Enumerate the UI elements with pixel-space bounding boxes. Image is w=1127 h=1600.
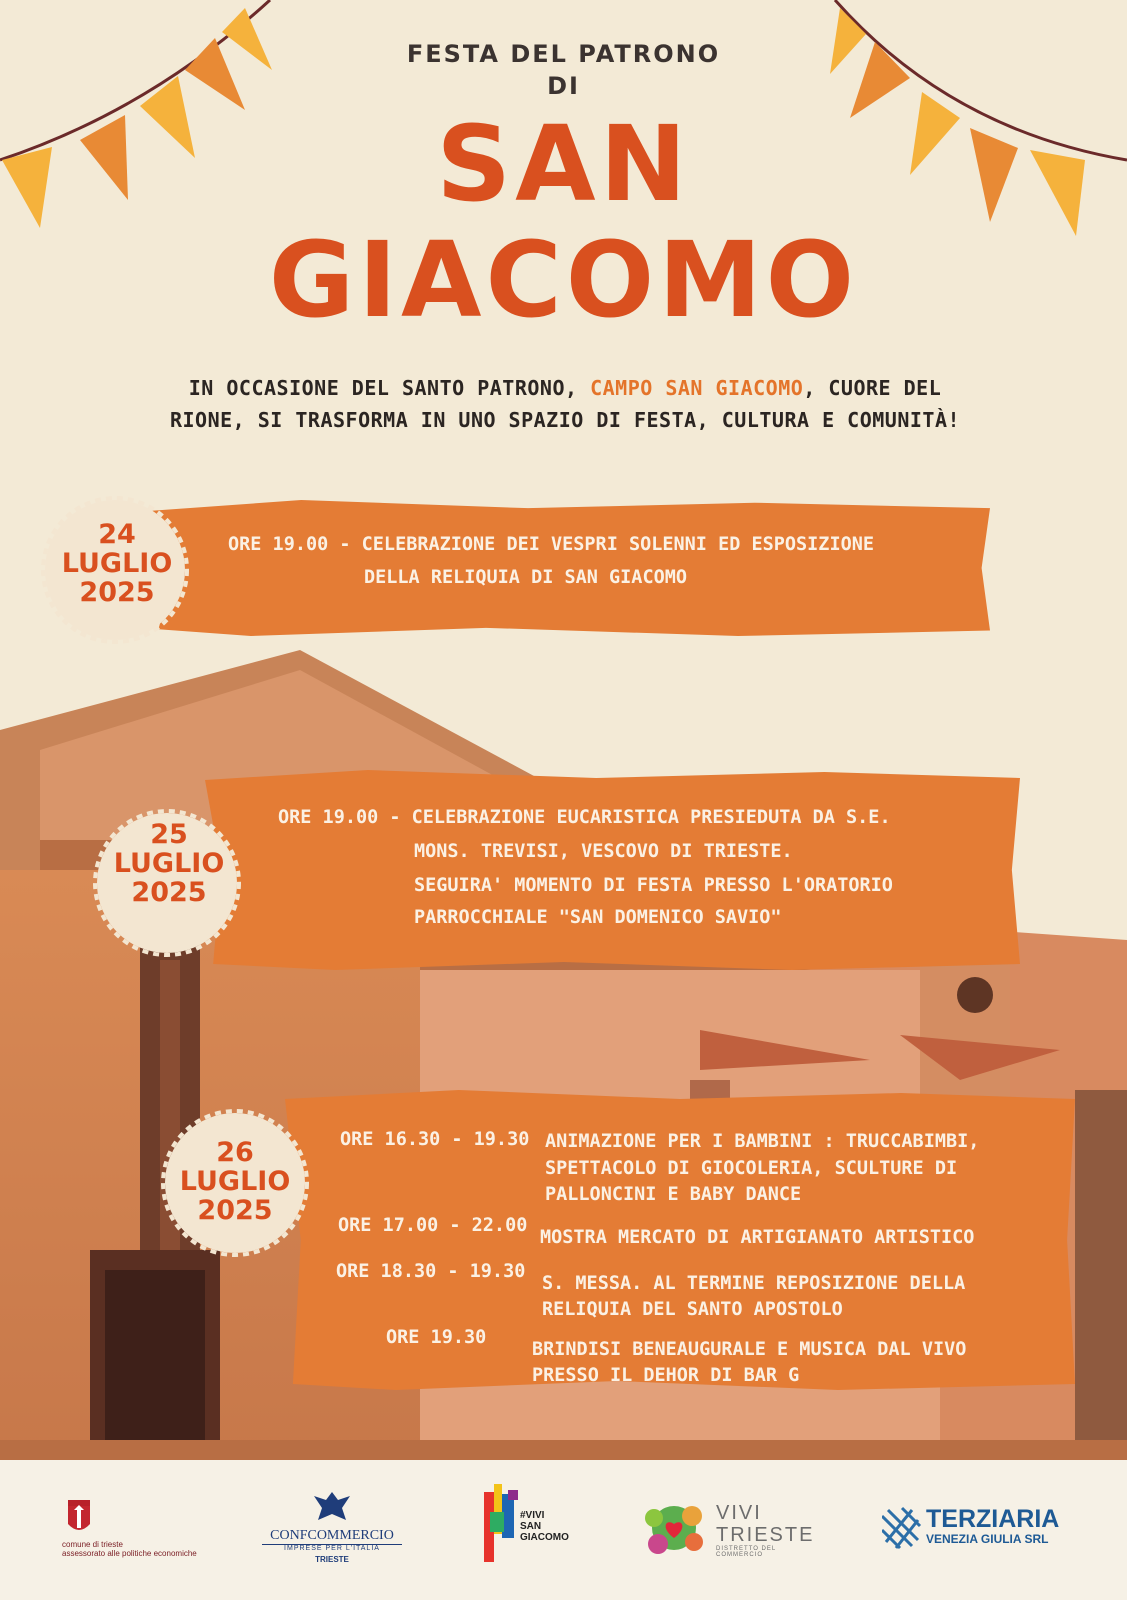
event-24-line2: DELLA RELIQUIA DI SAN GIACOMO [364, 567, 688, 588]
event-26-desc1-line2: SPETTACOLO DI GIOCOLERIA, SCULTURE DI [545, 1158, 958, 1179]
vivi-sg-line2: SAN [520, 1521, 542, 1532]
event-26-desc3-line1: S. MESSA. AL TERMINE REPOSIZIONE DELLA [542, 1273, 966, 1294]
intro-part1: IN OCCASIONE DEL SANTO PATRONO, [188, 376, 591, 400]
confcommercio-name: CONFCOMMERCIO [262, 1528, 402, 1545]
date-year: 2025 [79, 577, 155, 608]
event-25-line2: MONS. TREVISI, VESCOVO DI TRIESTE. [414, 841, 793, 862]
vivi-trieste-line1: VIVI [716, 1502, 762, 1524]
event-26-desc3-line2: RELIQUIA DEL SANTO APOSTOLO [542, 1299, 843, 1320]
event-26-desc1-line1: ANIMAZIONE PER I BAMBINI : TRUCCABIMBI, [545, 1131, 980, 1152]
date-24-luglio [32, 520, 202, 607]
terziaria-hatch-icon [882, 1506, 922, 1552]
title-festa-del-patrono: FESTA DEL PATRONO [406, 40, 721, 68]
confcommercio-sub: IMPRESE PER L'ITALIA [284, 1545, 380, 1552]
event-banner-25 [205, 770, 1020, 970]
event-26-time4: ORE 19.30 [386, 1327, 487, 1348]
sponsor-footer [0, 1460, 1127, 1600]
title-giacomo: GIACOMO [268, 219, 859, 341]
logo-terziaria [882, 1506, 1082, 1556]
event-26-time1: ORE 16.30 - 19.30 [340, 1129, 530, 1150]
event-24-line1: ORE 19.00 - CELEBRAZIONE DEI VESPRI SOLENNI ED ESPOSIZIONE [228, 534, 875, 555]
comune-line2: assessorato alle politiche economiche [62, 1549, 197, 1558]
date-year: 2025 [197, 1195, 273, 1226]
title-di: DI [547, 72, 580, 100]
intro-part2: , CUORE DEL [803, 376, 942, 400]
event-25-line1: ORE 19.00 - CELEBRAZIONE EUCARISTICA PRESIEDUTA DA S.E. [278, 807, 891, 828]
heart-cluster-icon [640, 1494, 710, 1564]
event-26-time3: ORE 18.30 - 19.30 [336, 1261, 526, 1282]
logo-vivi-san-giacomo [482, 1482, 572, 1566]
vivi-sg-line1: #VIVI [520, 1510, 545, 1521]
date-month: LUGLIO [61, 548, 173, 579]
halberd-crest-icon [66, 1496, 92, 1536]
intro-line2: RIONE, SI TRASFORMA IN UNO SPAZIO DI FESTA, CULTURA E COMUNITÀ! [169, 408, 961, 432]
event-26-desc1-line3: PALLONCINI E BABY DANCE [545, 1184, 802, 1205]
date-25-luglio [84, 820, 254, 907]
eagle-icon [312, 1490, 352, 1524]
intro-highlight: CAMPO SAN GIACOMO [590, 376, 804, 400]
event-25-line4: PARROCCHIALE "SAN DOMENICO SAVIO" [414, 907, 782, 928]
logo-confcommercio [262, 1490, 402, 1564]
event-26-desc2-line1: MOSTRA MERCATO DI ARTIGIANATO ARTISTICO [540, 1227, 975, 1248]
date-month: LUGLIO [113, 848, 225, 879]
terziaria-sub: VENEZIA GIULIA SRL [926, 1532, 1049, 1546]
intro-text [90, 372, 1040, 436]
terziaria-name: TERZIARIA [926, 1505, 1060, 1533]
vivi-san-giacomo-mark-icon [482, 1482, 522, 1566]
confcommercio-city: TRIESTE [315, 1555, 349, 1564]
vivi-trieste-sub: DISTRETTO DEL COMMERCIO [716, 1546, 777, 1558]
comune-line1: comune di trieste [62, 1540, 123, 1549]
date-26-luglio [150, 1138, 320, 1225]
event-26-time2: ORE 17.00 - 22.00 [338, 1215, 528, 1236]
date-day: 24 [98, 519, 136, 550]
vivi-trieste-line2: TRIESTE [716, 1524, 815, 1546]
date-year: 2025 [131, 877, 207, 908]
date-day: 25 [150, 819, 188, 850]
date-day: 26 [216, 1137, 254, 1168]
event-26-desc4-line1: BRINDISI BENEAUGURALE E MUSICA DAL VIVO [532, 1339, 967, 1360]
title-san: SAN [436, 103, 691, 225]
vivi-sg-line3: GIACOMO [520, 1532, 569, 1543]
event-26-desc4-line2: PRESSO IL DEHOR DI BAR G [532, 1365, 800, 1386]
logo-comune-trieste [62, 1496, 202, 1558]
date-month: LUGLIO [179, 1166, 291, 1197]
logo-vivi-trieste [640, 1494, 820, 1564]
event-25-line3: SEGUIRA' MOMENTO DI FESTA PRESSO L'ORATORIO [414, 875, 893, 896]
